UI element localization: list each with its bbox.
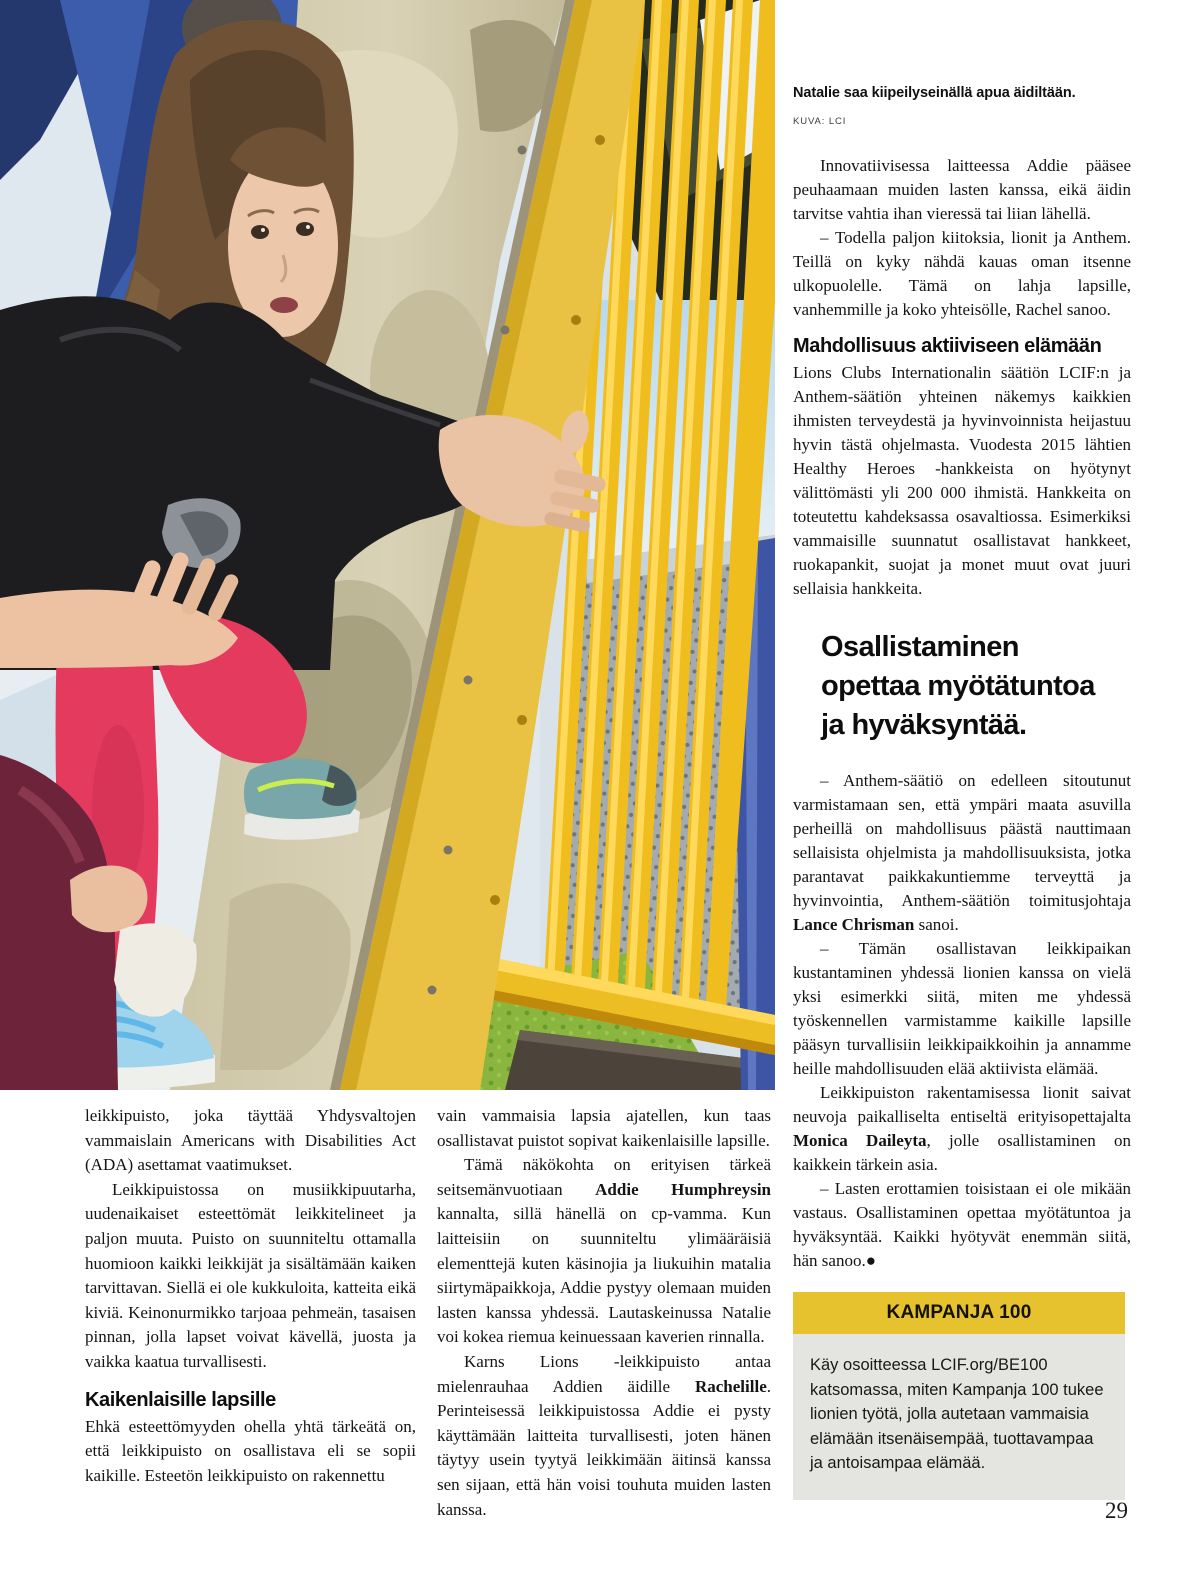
person-name: Addie Humphreysin (595, 1179, 772, 1199)
paragraph: – Tämän osallistavan leikkipaikan kustantaminen yhdessä lionien kanssa on vielä yksi esimerkki siitä, miten me yhdessä työskennellen varmistamme kaikille lapsille pääsyn turvallisiin leikkipaikkoihin ja annamme heille mahdollisuuden elää aktiivista elämää. (793, 939, 1131, 1078)
paragraph-text: , jolle osallistaminen on kaikkein tärkein asia. (793, 1131, 1131, 1174)
paragraph: Ehkä esteettömyyden ohella yhtä tärkeätä on, että leikkipuisto on osallistava eli se sopii kaikille. Esteetön leikkipuisto on rakennettu (85, 1416, 416, 1485)
person-name: Lance Chrisman (793, 915, 915, 934)
person-name: Rachelille (694, 1376, 767, 1396)
paragraph: – Lasten erottamien toisistaan ei ole mikään vastaus. Osallistaminen opettaa myötätuntoa ja hyväksyntää. Kaikki hyötyvät enemmän siitä, hän sanoo.● (793, 1179, 1131, 1270)
campaign-header (793, 1292, 1125, 1334)
paragraph: – Todella paljon kiitoksia, lionit ja Anthem. Teillä on kyky nähdä kauas oman itsenne ulkopuolelle. Tämä on lahja lapsille, vanhemmille ja koko yhteisölle, Rachel sanoo. (793, 228, 1131, 319)
section-heading-mahdollisuus: Mahdollisuus aktiiviseen elämään (793, 335, 1102, 357)
bottom-left-column (85, 1104, 416, 1488)
paragraph (793, 769, 1131, 937)
paragraph (793, 1081, 1131, 1177)
paragraph-text: Tämä näkökohta on erityisen tärkeä seitsemänvuotiaan (437, 1155, 771, 1199)
campaign-box (793, 1292, 1125, 1500)
paragraph-text: . Perinteisessä leikkipuistossa Addie ei pysty käyttämään laitteita turvallisesti, joten hänen täytyy usein tyytyä leikkimään äitinsä kanssa sen sijaan, että hän voisi touhuta muiden lasten kanssa. (437, 1376, 771, 1519)
paragraph: Innovatiivisessa laitteessa Addie pääsee peuhaamaan muiden lasten kanssa, eikä äidin tarvitse vahtia ihan vieressä tai liian lähellä. (793, 156, 1131, 223)
playground-photo (0, 0, 775, 1090)
right-column (793, 85, 1131, 1273)
photo-caption: Natalie saa kiipeilyseinällä apua äidiltään. (793, 85, 1076, 101)
paragraph-text: kannalta, sillä hänellä on cp-vamma. Kun laitteisiin on suunniteltu ylimääräisiä elementtejä kuten käsinojia ja liukuihin matalia siirtymäpaikkoja, Addie pystyy olemaan muiden lasten kanssa yhdessä. Lautaskeinussa Natalie voi kokea riemua keinuessaan kaverien rinnalla. (437, 1204, 771, 1347)
section-heading-kaikenlaisille: Kaikenlaisille lapsille (85, 1388, 276, 1411)
photo-credit: KUVA: LCI (793, 116, 847, 127)
page-number: 29 (1105, 1498, 1128, 1523)
playground-photo-svg (0, 0, 775, 1090)
paragraph-text: sanoi. (914, 915, 959, 934)
paragraph: leikkipuisto, joka täyttää Yhdysvaltojen vammaislain Americans with Disabilities Act (ADA) asettamat vaatimukset. (85, 1106, 416, 1175)
paragraph-text: – Anthem-säätiö on edelleen sitoutunut varmistamaan sen, että ympäri maata asuvilla perheillä on mahdollisuus päästä nauttimaan sellaisista ohjelmista ja mahdollisuuksista, jotka parantavat paikkakuntiemme terveyttä ja hyvinvointia, Anthem-säätiön toimitusjohtaja (793, 771, 1131, 910)
paragraph-text: Leikkipuiston rakentamisessa lionit saivat neuvoja paikalliselta entiseltä erityisopettajalta (793, 1083, 1131, 1126)
bottom-middle-column (437, 1104, 771, 1522)
paragraph (437, 1153, 771, 1350)
paragraph: Lions Clubs Internationalin säätiön LCIF:n ja Anthem-säätiön yhteinen näkemys kaikkien ihmisten terveydestä ja hyvinvoinnista heijastuu hyvin tästä ohjelmasta. Vuodesta 2015 lähtien Healthy Heroes -hankkeista on hyötynyt välittömästi yli 200 000 ihmistä. Hankkeita on toteutettu kahdeksassa osavaltiossa. Esimerkiksi vammaisille suunnatut osallistavat hankkeet, ruokapankit, suojat ja monet muut ovat juuri sellaisia hankkeita. (793, 363, 1131, 598)
person-name: Monica Daileyta (793, 1131, 927, 1150)
paragraph (437, 1350, 771, 1522)
pull-quote: Osallistaminen opettaa myötätuntoa ja hyväksyntää. (821, 631, 1095, 741)
campaign-title: KAMPANJA 100 (886, 1302, 1032, 1323)
paragraph: vain vammaisia lapsia ajatellen, kun taas osallistavat puistot sopivat kaikenlaisille lapsille. (437, 1106, 771, 1150)
campaign-body: Käy osoitteessa LCIF.org/BE100 katsomassa, miten Kampanja 100 tukee lionien työtä, jolla autetaan vammaisia elämään itsenäisempää, tuottavampaa ja antoisampaa elämää. (793, 1334, 1125, 1500)
paragraph-text: Karns Lions -leikkipuisto antaa mielenrauhaa Addien äidille (437, 1351, 771, 1396)
paragraph: Leikkipuistossa on musiikkipuutarha, uudenaikaiset esteettömät leikkitelineet ja paljon muuta. Puisto on suunniteltu ottamalla huomioon kaikki leikkijät ja sisältämään kaiken tarvittavan. Siellä ei ole kukkuloita, katteita eikä kiviä. Keinonurmikko tarjoaa pehmeän, tasaisen pinnan, jolla lapset voivat kävellä, juosta ja vaikka kaatua turvallisesti. (85, 1179, 416, 1371)
